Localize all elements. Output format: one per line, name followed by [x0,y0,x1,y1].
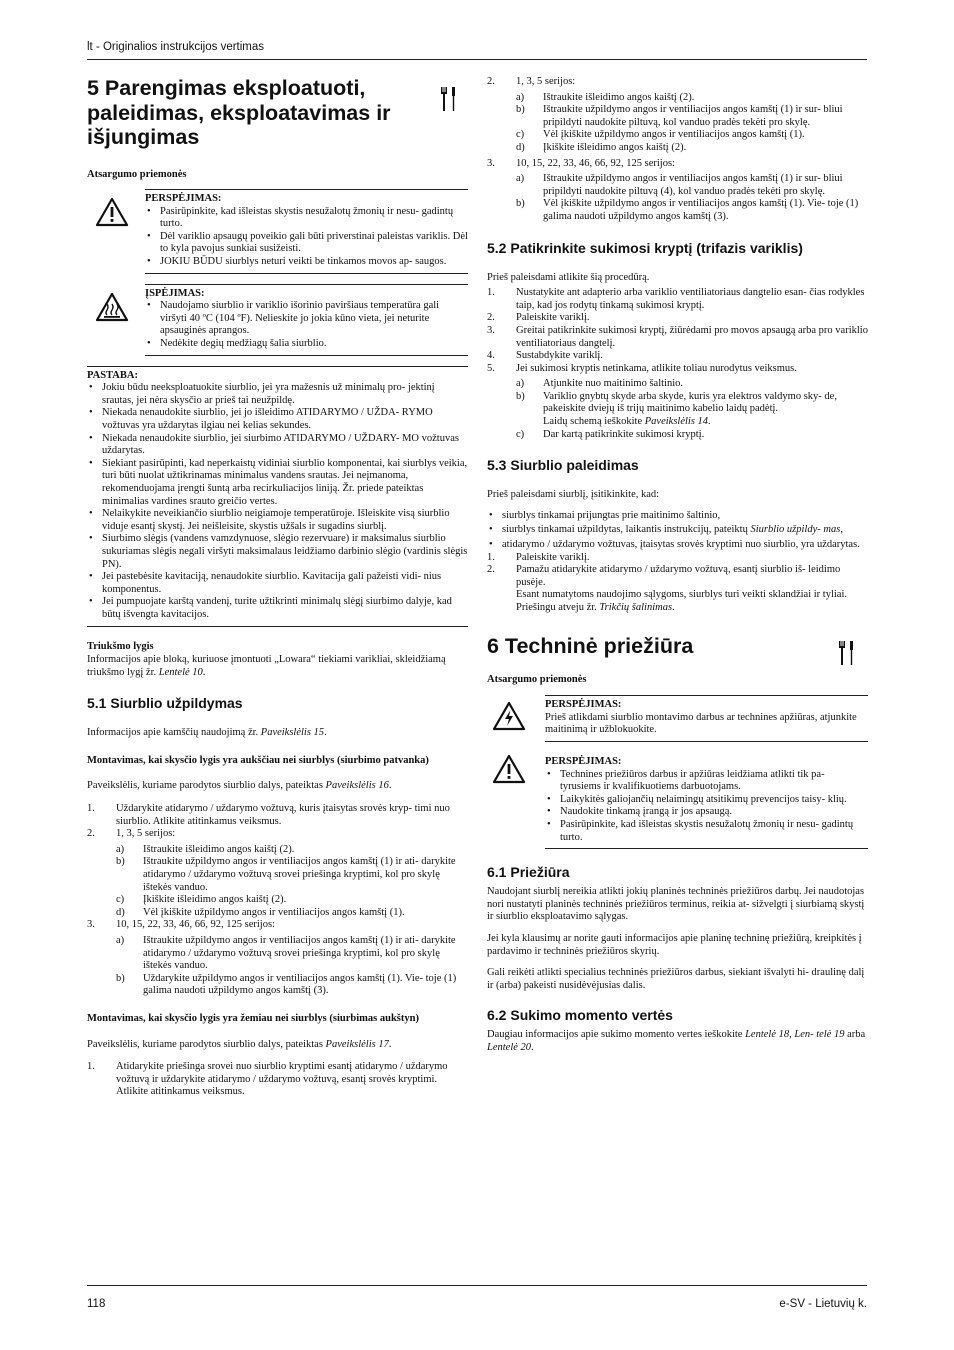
subsection-intro: Paveikslėlis, kuriame parodytos siurblio dalys, pateiktas Paveikslėlis 17. [87,1038,392,1050]
caution-item: • Naudojamo siurblio ir variklio išorinio paviršiaus temperatūra gali viršyti 40 ºC (104 ºF). Nelieskite jo jokia kūno vieta, jei neturite apsauginės aprangos. [145,300,468,338]
section-6-1-title: 6.1 Priežiūra [487,864,570,881]
section-6-2-title: 6.2 Sukimo momento vertės [487,1007,673,1024]
right-column [487,76,868,1054]
maintenance-paragraph: Gali reikėti atlikti specialius techninės priežiūros darbus, siekiant išvalyti hi- draulinę dalį ir (arba) pakeisti nusidėvėjusias dalis. [487,967,865,991]
section-5-2-title: 5.2 Patikrinkite sukimosi kryptį (trifazis variklis) [487,239,803,256]
note-box [87,366,468,627]
list-item: 2. Pamažu atidarykite atidarymo / uždarymo vožtuvą, esantį siurblio iš- leidimo pusėje. Esant numatytoms naudojimo sąlygoms, siurblys turi veikti sklandžiai ir tyliai. Priešingu atveju žr. Trikčių šalinimas. [487,564,848,613]
section-5-1-title: 5.1 Siurblio užpildymas [87,695,243,712]
bullet-item: • siurblys tinkamai užpildytas, laikantis instrukcijų, pateiktų Siurblio užpildy- mas, [487,524,868,537]
note-item: • Niekada nenaudokite siurblio, jei jo išleidimo ATIDARYMO / UŽDA- RYMO vožtuvas yra uždarytas ilgiau nei kelias sekundes. [87,407,468,432]
document-id: e-SV - Lietuvių k. [779,1298,867,1310]
page-number: 118 [87,1298,106,1310]
figure-link[interactable]: Paveikslėlis 14 [644,416,709,428]
rotation-steps [487,287,868,441]
sub-item: b) Uždarykite užpildymo angos ir ventiliacijos angos kamštį (1). Vie- toje (1) galima naudoti užpildymo angos kamštį (3). [116,972,457,997]
maintenance-paragraph: Naudojant siurblį nereikia atlikti jokių planinės techninės priežiūros darbų. Jei naudotojas nori nustatyti planinės techninės priežiūros terminus, reikia at- sižvelgti į siurbiamą skystį ir siurblio eksploatavimo sąlygas. [487,886,865,923]
list-item: 1. Nustatykite ant adapterio arba variklio ventiliatoriaus dangtelio esan- čias rodykles taip, kad jos rodytų tinkamą sukimosi kryptį. [487,287,865,311]
noise-paragraph: Informacijos apie bloką, kuriuose įmontuoti „Lowara“ tiekiami varikliai, skleidžiamą triukšmo lygį žr. Lentelė 10. [87,654,446,678]
note-item: • Nelaikykite neveikiančio siurblio neigiamoje temperatūroje. Išleiskite visą siurblio viduje esantį skystį. Jei neišleisite, skystis užšals ir sugadins siurblį. [87,508,468,533]
section-link[interactable]: Trikčių šalinimas [599,602,673,613]
warning-item: • Pasirūpinkite, kad išleistas skystis nesužalotų žmonių ir nesu- gadintų turto. [145,206,468,231]
list-item: 2. 1, 3, 5 serijos: [487,76,576,87]
sub-item: b) Ištraukite užpildymo angos ir ventiliacijos angos kamštį (1) ir sur- bliui pripildyti naudokite piltuvą, kol vanduo pradės tekėti pro skylę. [516,104,843,128]
table-link[interactable]: Lentelė 20 [487,1041,532,1053]
electric-hazard-icon [492,701,526,731]
note-item: • Jei pumpuojate karštą vandenį, turite užtikrinti minimalų slėgį siurbimo dalyje, kad būtų išvengta kavitacijos. [87,596,468,621]
list-item: 2. 1, 3, 5 serijos: [87,828,176,840]
section-5-heading [87,76,468,150]
hot-surface-icon [95,292,129,322]
table-link[interactable]: Lentelė 10 [158,666,203,678]
warning-item: • JOKIU BŪDU siurblys neturi veikti be tinkamos movos ap- saugos. [145,256,468,269]
note-item: • Siekiant pasirūpinti, kad neperkaistų vidiniai siurblio komponentai, kai siurblys veikia, turi būti nuolat užtikrinamas minimalus vandens srautas. Jei neįmanoma, rekomenduojama įrengti šuntą arba recirkuliacijos liniją. Žr. priede pateiktas minimalias vardines srauto greičio vertes. [87,458,468,508]
list-item: 4. Sustabdykite variklį. [487,350,603,362]
subsection-title: Montavimas, kai skysčio lygis yra žemiau nei siurblys (siurbimas aukštyn) [87,1012,419,1024]
header-rule [87,59,867,60]
footer-rule [87,1285,867,1286]
left-column [87,76,468,1099]
sub-item: a) Ištraukite užpildymo angos ir ventiliacijos angos kamštį (1) ir sur- bliui pripildyti naudokite piltuvą (4), kol vanduo pradės tekėti pro skylę. [516,173,843,197]
list-item: 1. Atidarykite priešinga srovei nuo siurblio kryptimi esantį atidarymo / uždarymo vožtuvą ir uždarykite atidarymo / uždarymo vožtuvą, esantį srovės kryptimi. Atlikite atitinkamus veiksmus. [87,1061,448,1098]
rotation-intro: Prieš paleisdami atlikite šią procedūrą. [487,271,650,283]
list-item: 3. 10, 15, 22, 33, 46, 66, 92, 125 serijos: [87,919,275,931]
warning-triangle-icon [492,754,526,784]
warning-triangle-icon [95,197,129,227]
subsection-title: Montavimas, kai skysčio lygis yra aukščiau nei siurblys (siurbimo patvanka) [87,754,429,766]
caution-label: ĮSPĖJIMAS: [145,287,205,299]
note-item: • Niekada nenaudokite siurblio, jei siurbimo ATIDARYMO / UŽDARY- MO vožtuvas uždarytas. [87,433,468,458]
safety-heading: Atsargumo priemonės [487,673,587,685]
figure-link[interactable]: Paveikslėlis 17 [325,1038,389,1050]
maintenance-paragraph: Jei kyla klausimų ar norite gauti informacijos apie planinę techninę priežiūrą, kreipkitės į pardavimo ir techninės priežiūros skyrių. [487,932,862,957]
tools-icon [438,86,458,112]
list-item: 5. Jei sukimosi kryptis netinkama, atlikite toliau nurodytus veiksmus. [487,362,797,374]
warning-label: PERSPĖJIMAS: [145,193,222,205]
torque-paragraph: Daugiau informacijos apie sukimo momento vertes ieškokite Lentelė 18, Len- telė 19 arba Lentelė 20. [487,1029,866,1053]
sub-item: c) Dar kartą patikrinkite sukimosi kryptį. [516,428,705,440]
table-link[interactable]: Lentelė 18 [745,1029,790,1041]
warning-label: PERSPĖJIMAS: [545,755,622,767]
warning-box-4 [487,742,868,849]
list-item: 1. Uždarykite atidarymo / uždarymo vožtuvą, kuris įtaisytas srovės kryp- timi nuo siurblio. Atlikite atitinkamus veiksmus. [87,803,450,827]
subsection-intro: Paveikslėlis, kuriame parodytos siurblio dalys, pateiktas Paveikslėlis 16. [87,780,392,792]
warning-box-1 [87,189,468,274]
warning-item: • Laikykitės galiojančių nelaimingų atsitikimų prevencijos taisy- klių. [545,794,868,807]
section-6-heading [487,633,868,659]
section-5-3-title: 5.3 Siurblio paleidimas [487,457,639,474]
warning-item: • Dėl variklio apsaugų poveikio gali būti priverstinai paleistas variklis. Dėl to kyla pavojus sunkiai susižeisti. [145,231,468,256]
table-link[interactable]: Len- telė 19 [794,1029,845,1041]
sub-item: b) Ištraukite užpildymo angos ir ventiliacijos angos kamštį (1) ir ati- darykite atidarymo / uždarymo vožtuvą srovei priešinga kryptimi, kol pro skylę ištekės vanduo. [116,856,456,893]
list-item: 3. Greitai patikrinkite sukimosi kryptį, žiūrėdami pro movos apsaugą arba pro variklio ventiliatoriaus dangtelį. [487,324,868,349]
sub-item: b) Vėl įkiškite užpildymo angos ir ventiliacijos angos kamštį (1). Vie- toje (1) galima naudoti užpildymo angos kamštį (3). [516,198,859,222]
fill-intro: Informacijos apie kamščių naudojimą žr. Paveikslėlis 15. [87,727,327,739]
note-label: PASTABA: [87,369,138,381]
start-intro: Prieš paleisdami siurblį, įsitikinkite, kad: [487,489,660,501]
note-item: • Siurbimo slėgis (vandens vamzdynuose, slėgio rezervuare) ir maksimalus siurblio sukuriamas slėgis negali viršyti maksimalaus leidžiamo darbinio slėgio (vardinis slėgis PN). [87,533,468,571]
warning-text: Prieš atlikdami siurblio montavimo darbus ar technines apžiūras, atjunkite maitinimą ir užblokuokite. [545,711,857,736]
list-item: 2. Paleiskite variklį. [487,312,590,324]
section-6-title: 6 Techninė priežiūra [487,633,694,658]
sub-item: b) Variklio gnybtų skyde arba skyde, kuris yra elektros valdymo sky- de, pakeiskite dviejų iš trijų maitinimo kabelio laidų padėtį. Laidų schemą ieškokite Paveikslėlis 14. [516,390,837,428]
sub-item: d) Įkiškite išleidimo angos kaištį (2). [516,141,687,153]
list-item: 3. 10, 15, 22, 33, 46, 66, 92, 125 serijos: [487,157,675,169]
start-checklist [487,510,868,615]
tools-icon [836,640,856,666]
warning-item: • Pasirūpinkite, kad išleistas skystis nesužalotų žmonių ir nesu- gadintų turto. [545,819,868,844]
sub-item: a) Ištraukite užpildymo angos ir ventiliacijos angos kamštį (1) ir ati- darykite atidarymo / uždarymo vožtuvą srovei priešinga kryptimi, kol pro skylę ištekės vanduo. [116,935,456,972]
note-item: • Jokiu būdu neeksploatuokite siurblio, jei yra mažesnis už minimalų pro- jektinį srautas, jei nėra skysčio ar prieš tai neužpildę. [87,382,468,407]
warning-box-3 [487,695,868,742]
safety-heading: Atsargumo priemonės [87,168,187,180]
sub-item: a) Ištraukite išleidimo angos kaištį (2). [516,91,695,103]
warning-item: • Technines priežiūros darbus ir apžiūras leidžiama atlikti tik pa- tyrusiems ir kvalifikuotiems darbuotojams. [545,769,868,794]
note-item: • Jei pastebėsite kavitaciją, nenaudokite siurblio. Kavitacija gali pažeisti vidi- nius komponentus. [87,571,468,596]
warning-box-2 [87,284,468,356]
bullet-item: • atidarymo / uždarymo vožtuvas, įtaisytas srovės kryptimi nuo siurblio, yra uždarytas. [487,539,868,552]
bullet-item: • siurblys tinkamai prijungtas prie maitinimo šaltinio, [487,510,868,523]
procedure-list-continued [487,76,868,224]
sub-item: a) Ištraukite išleidimo angos kaištį (2). [116,843,295,855]
section-5-title: 5 Parengimas eksploatuoti, paleidimas, eksploatavimas ir išjungimas [87,76,391,149]
caution-item: • Nedėkite degių medžiagų šalia siurblio. [145,338,468,351]
warning-item: • Naudokite tinkamą įrangą ir jos apsaugą. [545,806,868,819]
sub-item: a) Atjunkite nuo maitinimo šaltinio. [516,378,683,390]
figure-link[interactable]: Paveikslėlis 16 [325,780,389,792]
noise-heading: Triukšmo lygis [87,640,154,652]
sub-item: d) Vėl įkiškite užpildymo angos ir ventiliacijos angos kamštį (1). [116,906,405,918]
sub-item: c) Įkiškite išleidimo angos kaištį (2). [116,894,287,906]
running-header: lt - Originalios instrukcijos vertimas [87,41,265,53]
sub-item: c) Vėl įkiškite užpildymo angos ir ventiliacijos angos kamštį (1). [516,129,805,141]
section-link[interactable]: Siurblio užpildy- mas [750,524,841,536]
list-item: 1. Paleiskite variklį. [487,551,590,563]
procedure-list [87,803,468,998]
warning-label: PERSPĖJIMAS: [545,699,622,711]
figure-link[interactable]: Paveikslėlis 15 [260,727,325,739]
